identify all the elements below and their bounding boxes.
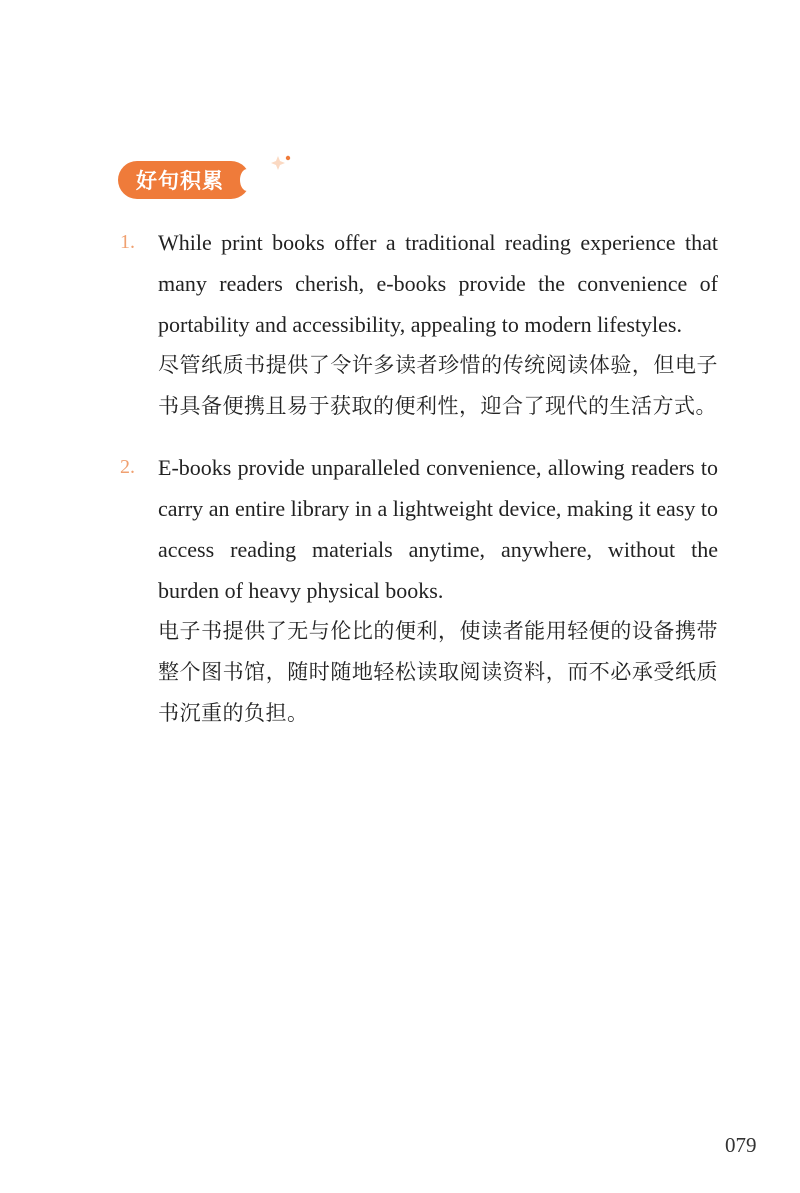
badge-notch	[240, 169, 254, 191]
sparkle-icon	[270, 153, 292, 175]
section-header	[118, 159, 250, 201]
item-number: 1.	[120, 231, 135, 253]
english-sentence: While print books offer a traditional reading experience that many readers cherish, e-books provide the convenience of portability and accessibility, appealing to modern lifestyles.	[158, 230, 718, 337]
sentence-list	[118, 222, 718, 750]
item-number: 2.	[120, 456, 135, 478]
chinese-translation: 尽管纸质书提供了令许多读者珍惜的传统阅读体验，但电子书具备便携且易于获取的便利性，迎合了现代的生活方式。	[158, 353, 718, 418]
section-title-badge	[118, 161, 250, 199]
list-item	[118, 222, 718, 427]
list-item	[118, 447, 718, 734]
english-sentence: E-books provide unparalleled convenience, allowing readers to carry an entire library in a lightweight device, making it easy to access reading materials anytime, anywhere, without the burden of heavy physical books.	[158, 455, 718, 603]
section-title: 好句积累	[136, 168, 224, 193]
chinese-translation: 电子书提供了无与伦比的便利，使读者能用轻便的设备携带整个图书馆，随时随地轻松读取阅读资料，而不必承受纸质书沉重的负担。	[158, 619, 718, 725]
page-number: 079	[725, 1133, 757, 1157]
